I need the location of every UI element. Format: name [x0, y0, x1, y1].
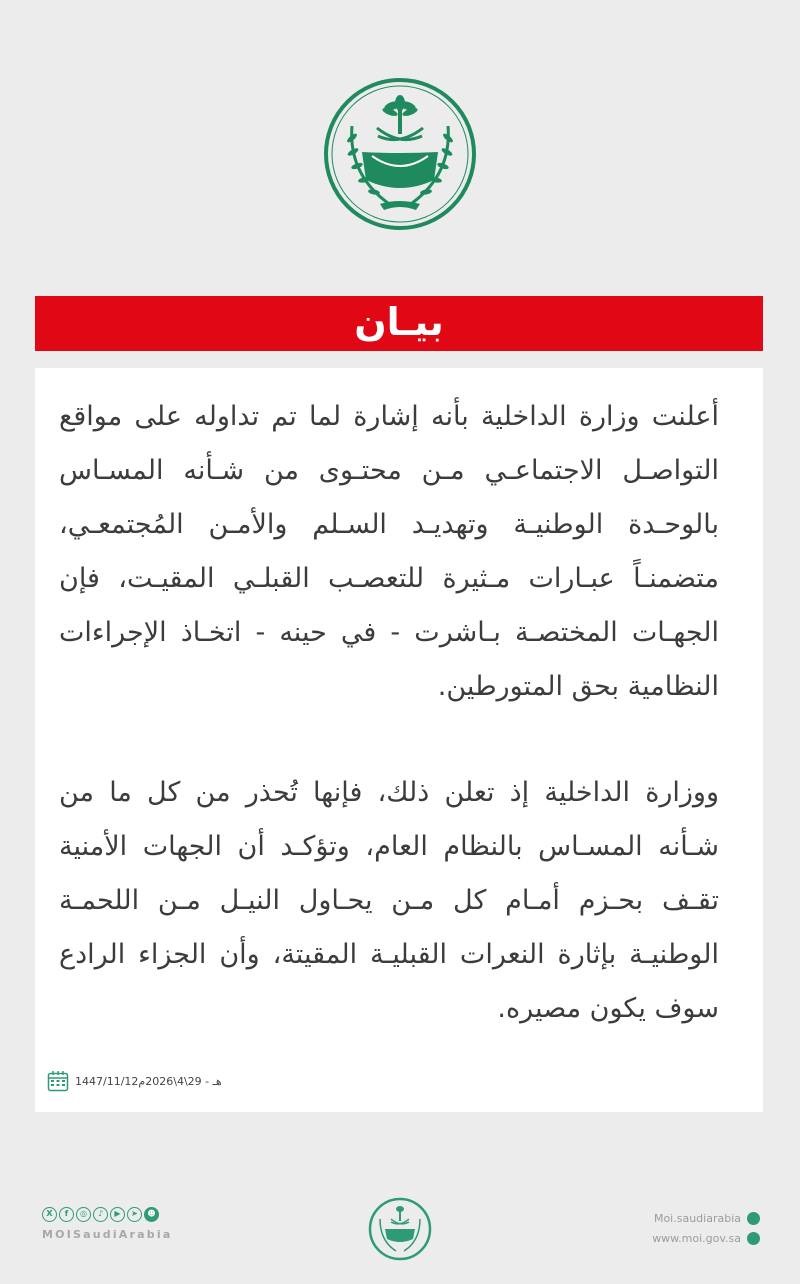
- statement-paragraph-1: [59, 390, 719, 714]
- telegram-icon[interactable]: ➤: [127, 1207, 142, 1222]
- instagram-icon[interactable]: ◎: [76, 1207, 91, 1222]
- snapchat-icon[interactable]: ☻: [144, 1207, 159, 1222]
- statement-title: بيـان: [354, 299, 444, 344]
- x-icon[interactable]: X: [42, 1207, 57, 1222]
- youtube-icon[interactable]: ▶: [110, 1207, 125, 1222]
- moi-emblem-logo: [322, 76, 478, 232]
- social-icons: [42, 1207, 172, 1222]
- globe-search-icon: [747, 1232, 760, 1245]
- statement-paragraph-2: [59, 766, 719, 1036]
- text-line: النظامية بحق المتورطين.: [437, 671, 719, 702]
- footer-social: [42, 1207, 172, 1241]
- text-line: بالوحـدة الوطنيـة وتهديـد السـلم والأمـن المُجتمعـي،: [59, 509, 719, 540]
- text-line: سوف يكون مصيره.: [497, 993, 719, 1024]
- facebook-icon[interactable]: f: [59, 1207, 74, 1222]
- emblem-icon: [368, 1197, 432, 1261]
- date-text: 1447/11/12هـ - 29\4\2026م: [75, 1074, 222, 1088]
- text-line: ووزارة الداخلية إذ تعلن ذلك، فإنها تُحذر من كل ما من: [59, 777, 719, 808]
- text-line: متضمنـاً عبـارات مـثيرة للتعصـب القبلـي المقيـت، فإن: [59, 563, 719, 594]
- footer-contact: [652, 1208, 760, 1248]
- statement-banner: [35, 296, 763, 351]
- statement-date: [47, 1070, 222, 1092]
- text-line: أعلنت وزارة الداخلية بأنه إشارة لما تم تداوله على مواقع: [59, 401, 719, 432]
- footer-emblem-logo: [368, 1197, 432, 1261]
- text-line: شـأنه المسـاس بالنظام العام، وتؤكـد أن الجهات الأمنية: [59, 831, 719, 862]
- calendar-icon: [47, 1070, 69, 1092]
- website-row[interactable]: [652, 1228, 760, 1248]
- social-handle: MOISaudiArabia: [42, 1228, 173, 1241]
- user-icon: [747, 1212, 760, 1225]
- emblem-icon: [322, 76, 478, 232]
- account-row[interactable]: [652, 1208, 760, 1228]
- statement-card: [35, 368, 763, 1112]
- website-link[interactable]: www.moi.gov.sa: [652, 1231, 741, 1245]
- text-line: الجهـات المختصـة بـاشرت - في حينه - اتخـاذ الإجراءات: [59, 617, 719, 648]
- tiktok-icon[interactable]: ♪: [93, 1207, 108, 1222]
- text-line: التواصـل الاجتماعـي مـن محتـوى من شـأنه المسـاس: [59, 455, 719, 486]
- text-line: الوطنيـة بإثارة النعرات القبليـة المقيتة، وأن الجزاء الرادع: [59, 939, 719, 970]
- text-line: تقـف بحـزم أمـام كل مـن يحـاول النيـل مـن اللحمـة: [59, 885, 719, 916]
- account-handle[interactable]: Moi.saudiarabia: [653, 1211, 741, 1225]
